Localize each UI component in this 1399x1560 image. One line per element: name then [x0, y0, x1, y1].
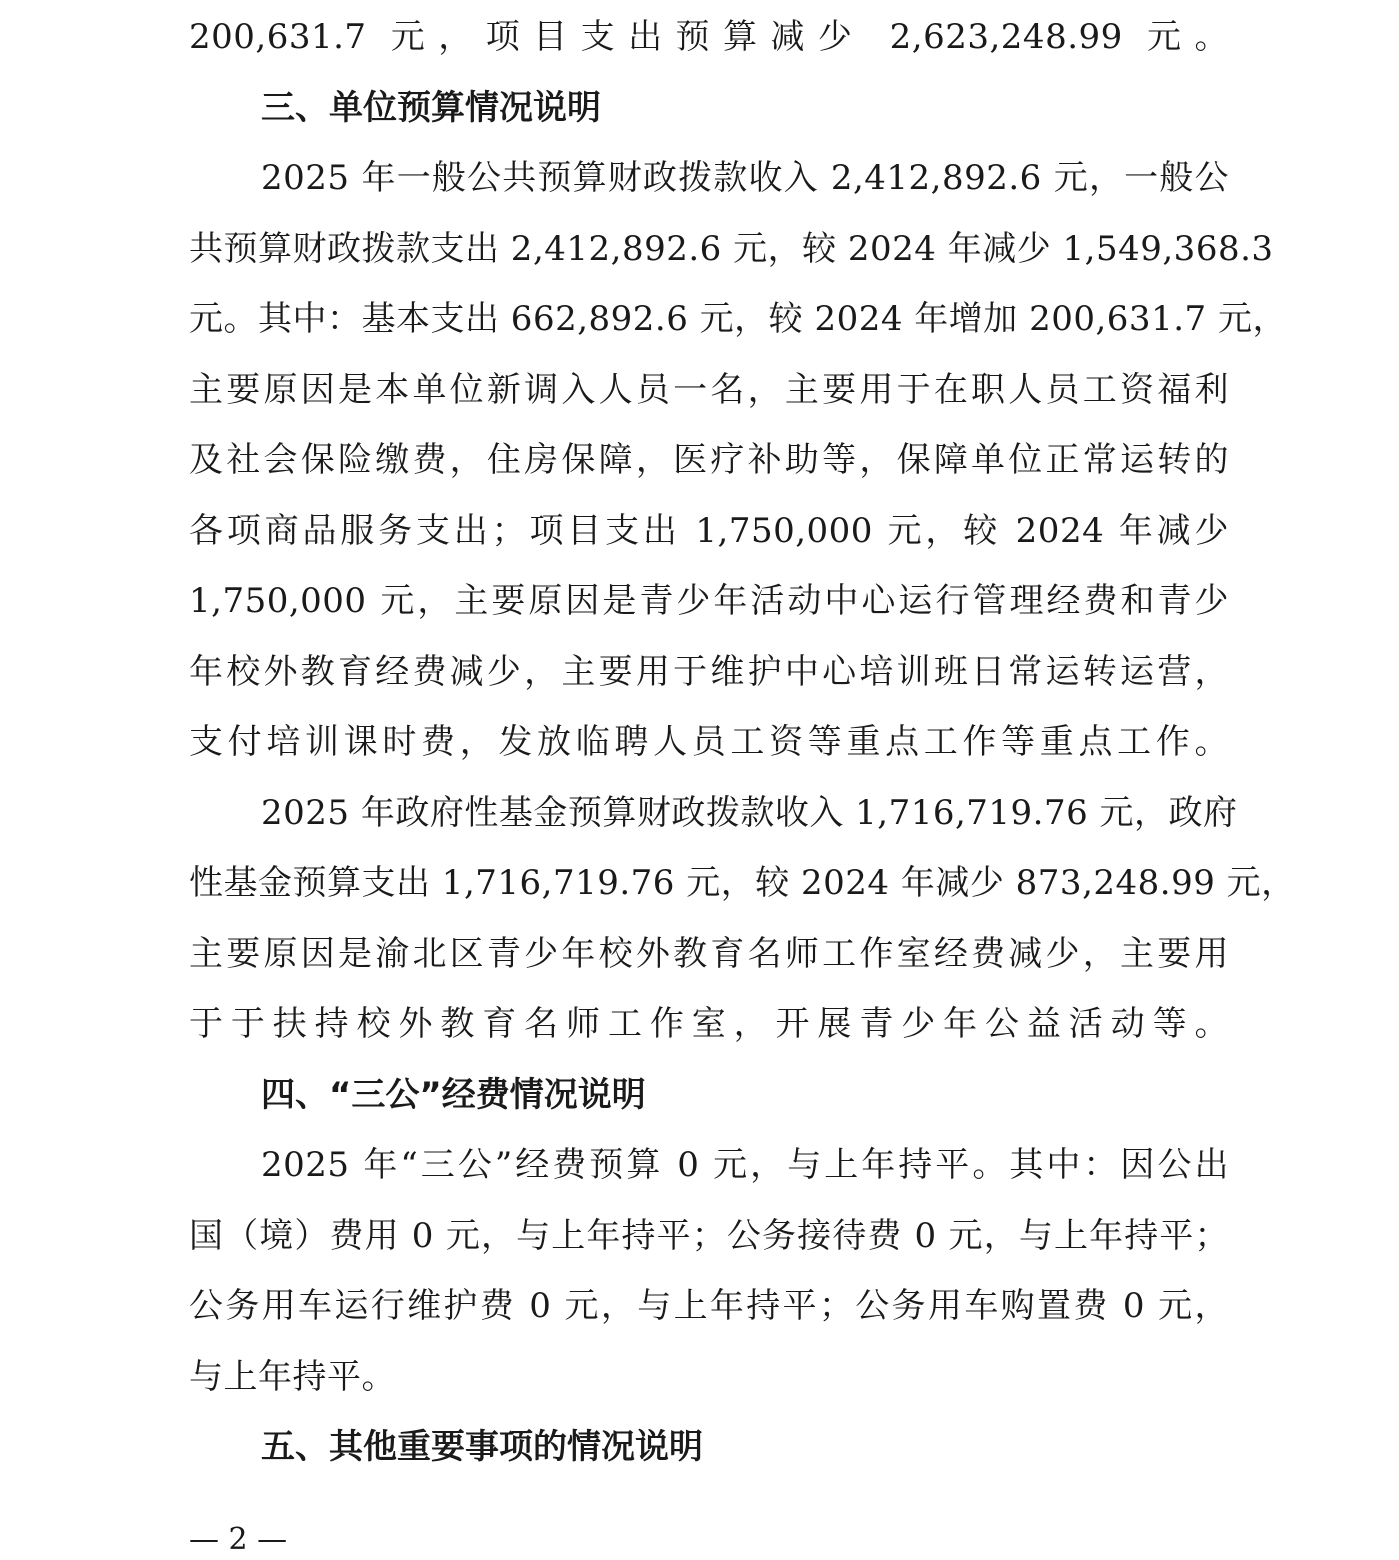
section-heading: 四、“三公”经费情况说明 — [261, 1074, 646, 1115]
text-line: 支付培训课时费，发放临聘人员工资等重点工作等重点工作。 — [189, 722, 1229, 762]
text-line: 2025 年政府性基金预算财政拨款收入 1,716,719.76 元，政府 — [261, 792, 1238, 833]
text-line: 主要原因是本单位新调入人员一名，主要用于在职人员工资福利 — [189, 369, 1229, 410]
text-line: 公务用车运行维护费 0 元，与上年持平；公务用车购置费 0 元， — [189, 1286, 1229, 1326]
text-line: 2025 年“三公”经费预算 0 元，与上年持平。其中：因公出 — [261, 1145, 1229, 1185]
text-line: 1,750,000 元，主要原因是青少年活动中心运行管理经费和青少 — [189, 581, 1229, 621]
text-line: 各项商品服务支出；项目支出 1,750,000 元，较 2024 年减少 — [189, 510, 1229, 551]
text-line: 元。其中：基本支出 662,892.6 元，较 2024 年增加 200,631.7 元， — [189, 299, 1287, 339]
text-line: 年校外教育经费减少，主要用于维护中心培训班日常运转运营， — [189, 651, 1229, 692]
text-line: 2025 年一般公共预算财政拨款收入 2,412,892.6 元，一般公 — [261, 158, 1229, 198]
text-line: 200,631.7 元，项目支出预算减少 2,623,248.99 元。 — [189, 17, 1229, 57]
text-line: 及社会保险缴费，住房保障，医疗补助等，保障单位正常运转的 — [189, 440, 1229, 480]
text-line: 性基金预算支出 1,716,719.76 元，较 2024 年减少 873,248.99 元， — [189, 863, 1296, 903]
document-body — [189, 2, 1296, 1483]
text-line: 国（境）费用 0 元，与上年持平；公务接待费 0 元，与上年持平； — [189, 1215, 1229, 1256]
text-line: 共预算财政拨款支出 2,412,892.6 元，较 2024 年减少 1,549,368.3 — [189, 228, 1274, 269]
section-heading: 三、单位预算情况说明 — [261, 87, 601, 128]
text-line: 主要原因是渝北区青少年校外教育名师工作室经费减少，主要用 — [189, 933, 1229, 974]
section-heading: 五、其他重要事项的情况说明 — [261, 1427, 703, 1467]
page-number: — 2 — — [189, 1522, 288, 1557]
text-line: 于于扶持校外教育名师工作室，开展青少年公益活动等。 — [189, 1004, 1229, 1044]
text-line: 与上年持平。 — [189, 1356, 396, 1397]
